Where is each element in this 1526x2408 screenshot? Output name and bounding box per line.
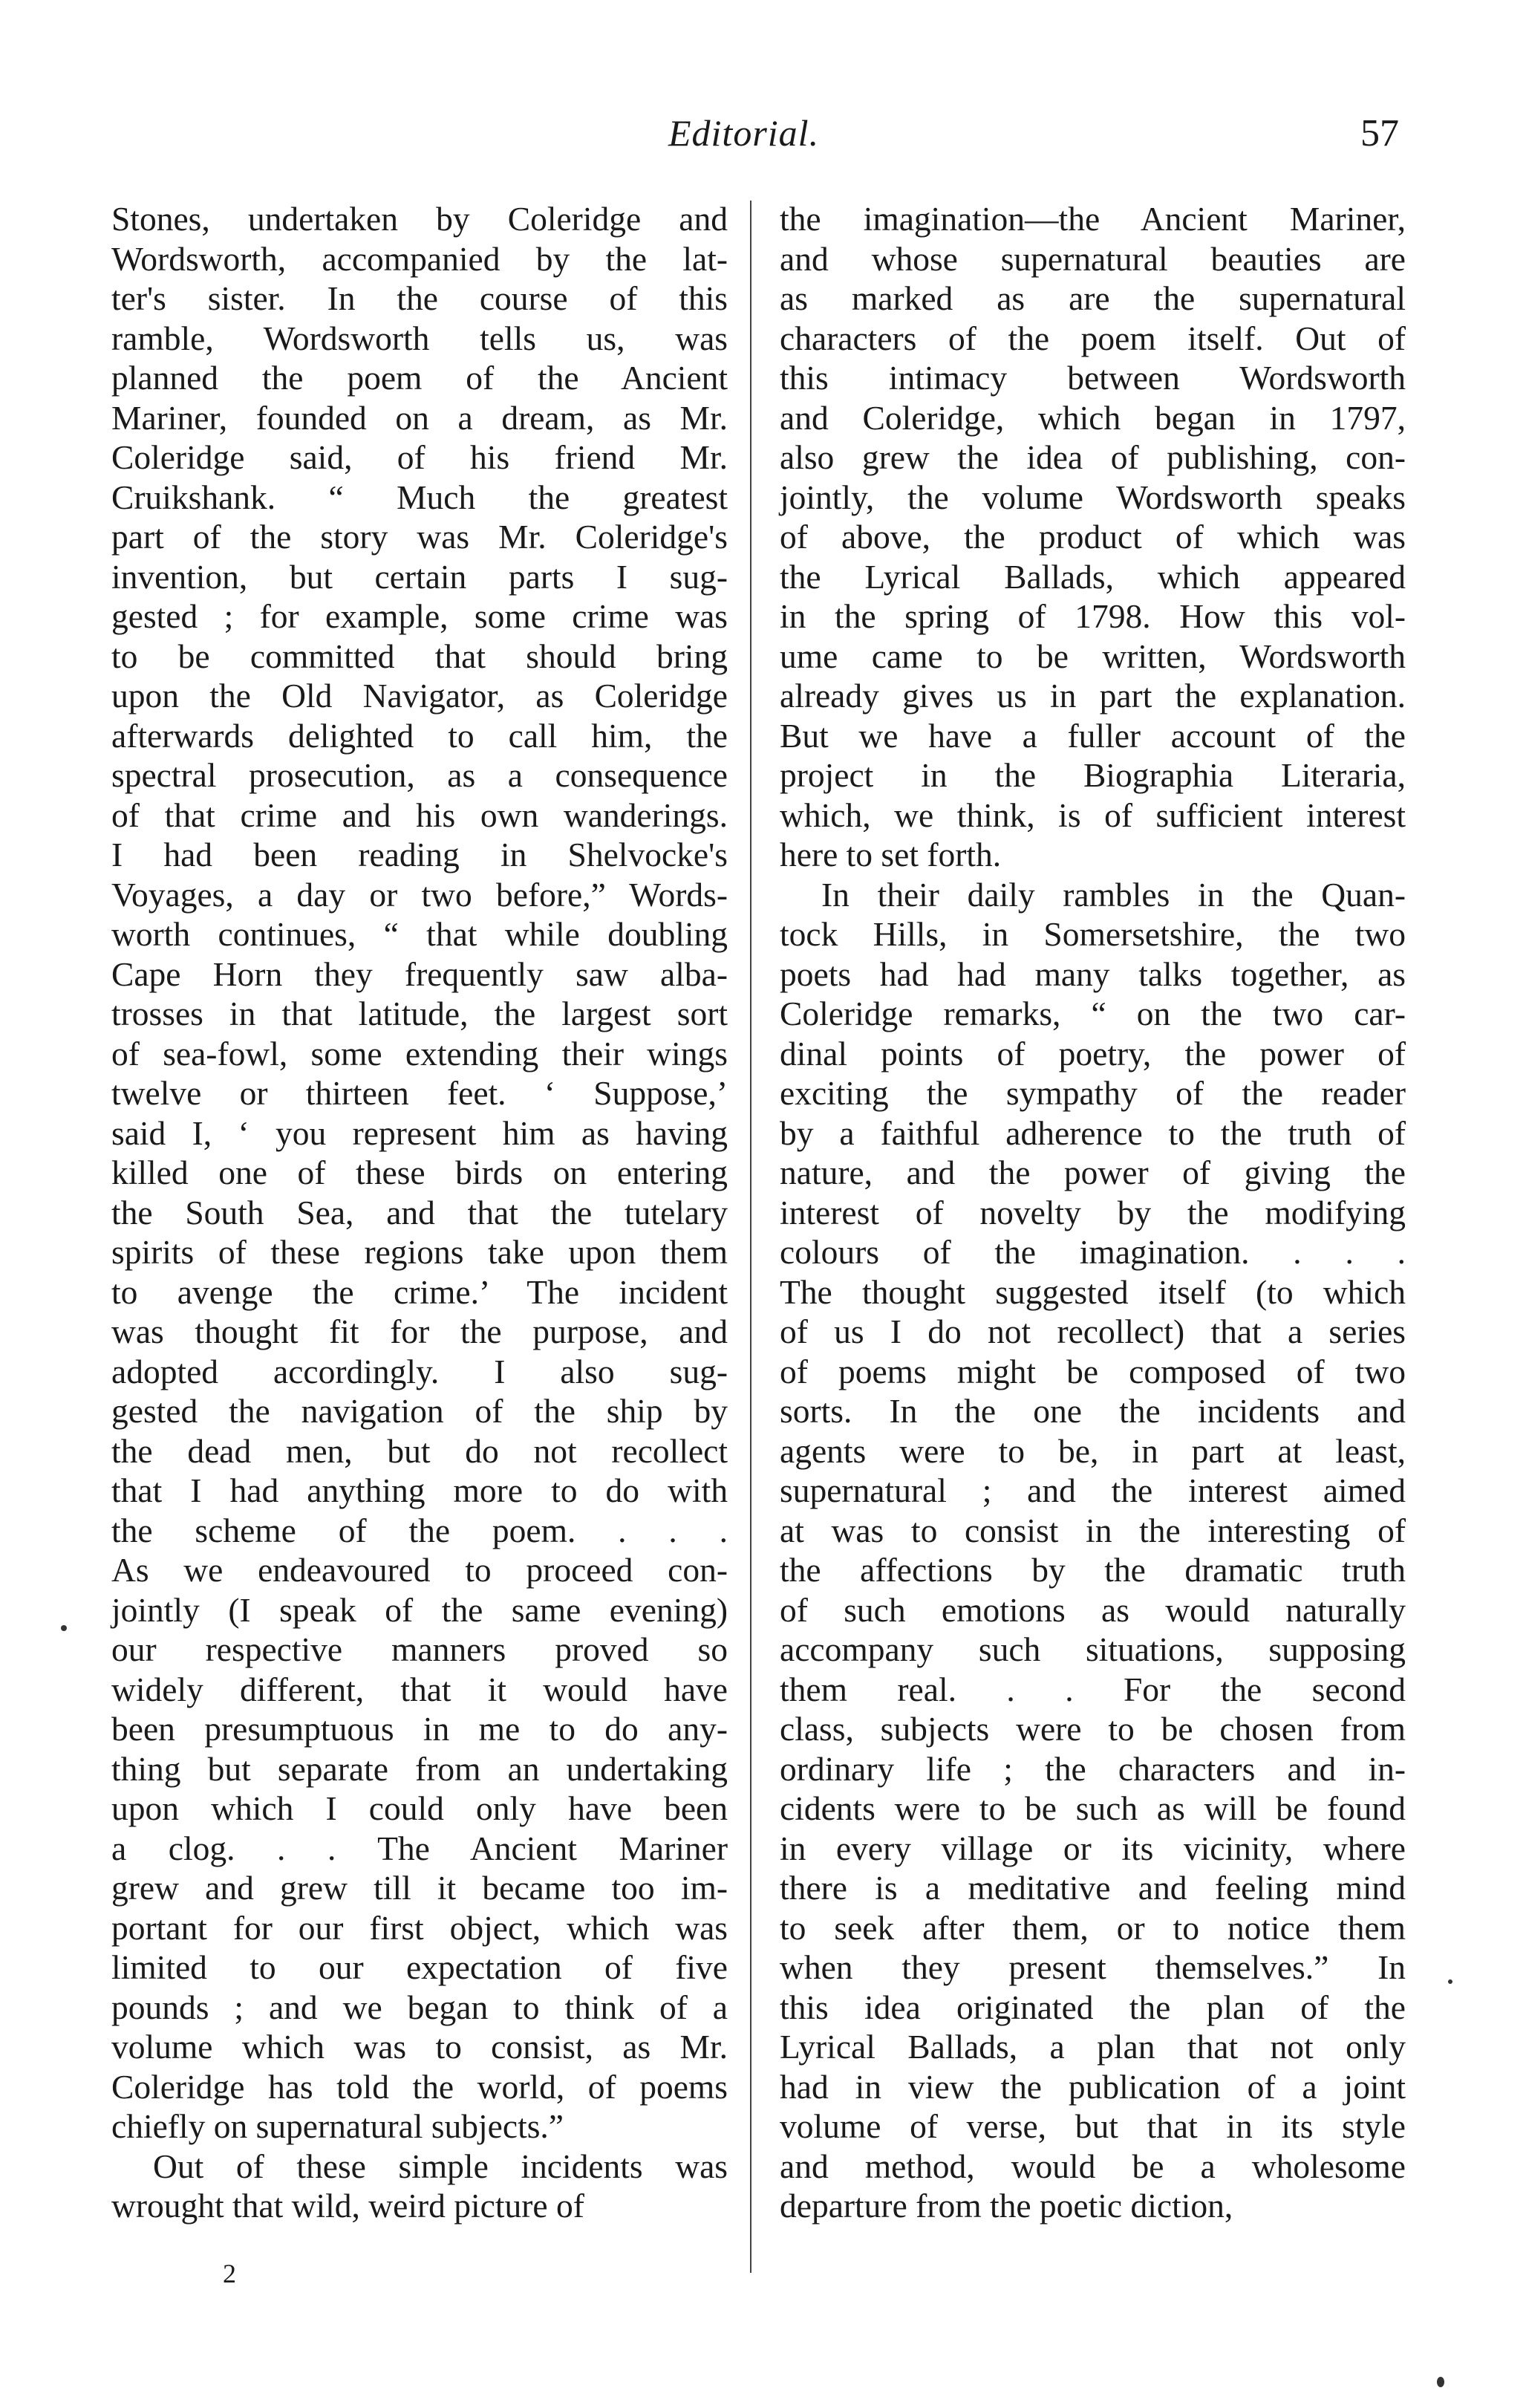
text-line: colours of the imagination. . . . [780, 1233, 1406, 1271]
text-line: to avenge the crime.’ The incident [111, 1272, 728, 1311]
text-line: this intimacy between Wordsworth [780, 359, 1406, 397]
text-line: at was to consist in the interesting of [780, 1511, 1406, 1549]
running-title: Editorial. [668, 112, 820, 154]
text-line: chiefly on supernatural subjects.” [111, 2107, 564, 2145]
text-line: a clog. . . The Ancient Mariner [111, 1829, 728, 1867]
text-line: jointly, the volume Wordsworth speaks [780, 478, 1406, 516]
text-line: ter's sister. In the course of this [111, 279, 728, 317]
text-line: sorts. In the one the incidents and [780, 1392, 1406, 1430]
text-line: interest of novelty by the modifying [780, 1193, 1406, 1231]
text-line: Cruikshank. “ Much the greatest [111, 478, 728, 516]
running-head [0, 111, 1526, 171]
text-line: upon which I could only have been [111, 1789, 728, 1827]
text-line: departure from the poetic diction, [780, 2187, 1233, 2225]
text-line: class, subjects were to be chosen from [780, 1710, 1406, 1748]
text-line: to seek after them, or to notice them [780, 1908, 1406, 1947]
text-line: accompany such situations, supposing [780, 1630, 1406, 1668]
text-line: poets had had many talks together, as [780, 954, 1406, 993]
text-line: to be committed that should bring [111, 637, 728, 675]
text-line: the affections by the dramatic truth [780, 1551, 1406, 1589]
text-line: already gives us in part the explanation. [780, 677, 1406, 715]
text-line: our respective manners proved so [111, 1630, 728, 1668]
text-line: there is a meditative and feeling mind [780, 1869, 1406, 1907]
ink-speck [1437, 2377, 1444, 2387]
text-line: gested the navigation of the ship by [111, 1392, 728, 1430]
text-line: worth continues, “ that while doubling [111, 915, 728, 953]
ink-speck [1448, 1979, 1452, 1984]
text-line: spirits of these regions take upon them [111, 1233, 728, 1271]
text-line: as marked as are the supernatural [780, 279, 1406, 317]
text-line: ume came to be written, Wordsworth [780, 637, 1406, 675]
text-line: of above, the product of which was [780, 518, 1406, 556]
text-line: adopted accordingly. I also sug- [111, 1352, 728, 1390]
text-line: the dead men, but do not recollect [111, 1431, 728, 1470]
text-line: of that crime and his own wanderings. [111, 795, 728, 834]
text-line: the imagination—the Ancient Mariner, [780, 200, 1406, 238]
text-line: ramble, Wordsworth tells us, was [111, 319, 728, 357]
text-line: trosses in that latitude, the largest sort [111, 995, 728, 1032]
text-line: gested ; for example, some crime was [111, 597, 728, 635]
text-line: project in the Biographia Literaria, [780, 756, 1406, 794]
ink-speck [61, 1625, 67, 1631]
text-line: Voyages, a day or two before,” Words- [111, 875, 728, 914]
text-line: afterwards delighted to call him, the [111, 716, 728, 755]
text-line: ordinary life ; the characters and in- [780, 1749, 1406, 1788]
text-line: twelve or thirteen feet. ‘ Suppose,’ [111, 1074, 728, 1112]
text-line: and Coleridge, which began in 1797, [780, 398, 1406, 437]
text-line: upon the Old Navigator, as Coleridge [111, 677, 728, 715]
text-line: agents were to be, in part at least, [780, 1431, 1406, 1470]
text-line: planned the poem of the Ancient [111, 359, 728, 397]
text-line: characters of the poem itself. Out of [780, 319, 1406, 357]
text-line: Stones, undertaken by Coleridge and [111, 200, 728, 238]
signature-mark: 2 [223, 2259, 236, 2288]
text-line: the Lyrical Ballads, which appeared [780, 557, 1406, 596]
text-line: when they present themselves.” In [780, 1948, 1406, 1986]
text-line: and whose supernatural beauties are [780, 239, 1406, 278]
text-line: cidents were to be such as will be found [780, 1789, 1406, 1827]
text-line: pounds ; and we began to think of a [111, 1988, 728, 2026]
text-line: supernatural ; and the interest aimed [780, 1471, 1406, 1509]
text-line: invention, but certain parts I sug- [111, 557, 728, 596]
text-line: which, we think, is of sufficient interest [780, 795, 1406, 834]
text-line: Coleridge said, of his friend Mr. [111, 438, 728, 476]
column-divider [750, 201, 751, 2273]
text-line: this idea originated the plan of the [780, 1988, 1406, 2026]
text-line: Cape Horn they frequently saw alba- [111, 954, 728, 993]
text-line: killed one of these birds on entering [111, 1153, 728, 1191]
text-line: wrought that wild, weird picture of [111, 2187, 584, 2225]
text-line: was thought fit for the purpose, and [111, 1312, 728, 1350]
text-line: and method, would be a wholesome [780, 2147, 1406, 2185]
text-line: in every village or its vicinity, where [780, 1829, 1406, 1867]
text-line: them real. . . For the second [780, 1670, 1406, 1708]
text-line: of us I do not recollect) that a series [780, 1312, 1406, 1350]
text-line: thing but separate from an undertaking [111, 1749, 728, 1788]
text-line: of such emotions as would naturally [780, 1590, 1406, 1629]
page-number: 57 [1360, 112, 1399, 154]
text-line: jointly (I speak of the same evening) [111, 1590, 728, 1629]
text-line: Coleridge has told the world, of poems [111, 2067, 728, 2106]
text-line: the South Sea, and that the tutelary [111, 1193, 728, 1231]
text-line: part of the story was Mr. Coleridge's [111, 518, 728, 556]
text-line: volume which was to consist, as Mr. [111, 2028, 728, 2066]
text-line: of sea-fowl, some extending their wings [111, 1034, 728, 1073]
text-line: As we endeavoured to proceed con- [111, 1551, 728, 1589]
text-line: But we have a fuller account of the [780, 716, 1406, 755]
text-line: Out of these simple incidents was [153, 2147, 728, 2185]
text-line: nature, and the power of giving the [780, 1153, 1406, 1191]
text-line: spectral prosecution, as a consequence [111, 756, 728, 794]
text-line: Coleridge remarks, “ on the two car- [780, 995, 1406, 1032]
text-line: tock Hills, in Somersetshire, the two [780, 915, 1406, 953]
text-line: In their daily rambles in the Quan- [821, 875, 1406, 914]
text-line: the scheme of the poem. . . . [111, 1511, 728, 1549]
text-line: widely different, that it would have [111, 1670, 728, 1708]
text-line: here to set forth. [780, 836, 1002, 873]
text-line: volume of verse, but that in its style [780, 2107, 1406, 2145]
text-line: Wordsworth, accompanied by the lat- [111, 239, 728, 278]
text-line: by a faithful adherence to the truth of [780, 1113, 1406, 1152]
text-line: portant for our first object, which was [111, 1908, 728, 1947]
text-line: grew and grew till it became too im- [111, 1869, 728, 1907]
text-line: had in view the publication of a joint [780, 2067, 1406, 2106]
text-line: been presumptuous in me to do any- [111, 1710, 728, 1748]
text-line: that I had anything more to do with [111, 1471, 728, 1509]
left-column [111, 199, 728, 2226]
text-line: Lyrical Ballads, a plan that not only [780, 2028, 1406, 2066]
text-line: dinal points of poetry, the power of [780, 1034, 1406, 1073]
text-line: of poems might be composed of two [780, 1352, 1406, 1390]
text-line: in the spring of 1798. How this vol- [780, 597, 1406, 635]
text-line: also grew the idea of publishing, con- [780, 438, 1406, 476]
text-line: I had been reading in Shelvocke's [111, 836, 728, 873]
right-column [780, 199, 1406, 2226]
text-line: The thought suggested itself (to which [780, 1272, 1406, 1311]
text-line: said I, ‘ you represent him as having [111, 1113, 728, 1152]
text-line: Mariner, founded on a dream, as Mr. [111, 398, 728, 437]
text-line: limited to our expectation of five [111, 1948, 728, 1986]
text-line: exciting the sympathy of the reader [780, 1074, 1406, 1112]
